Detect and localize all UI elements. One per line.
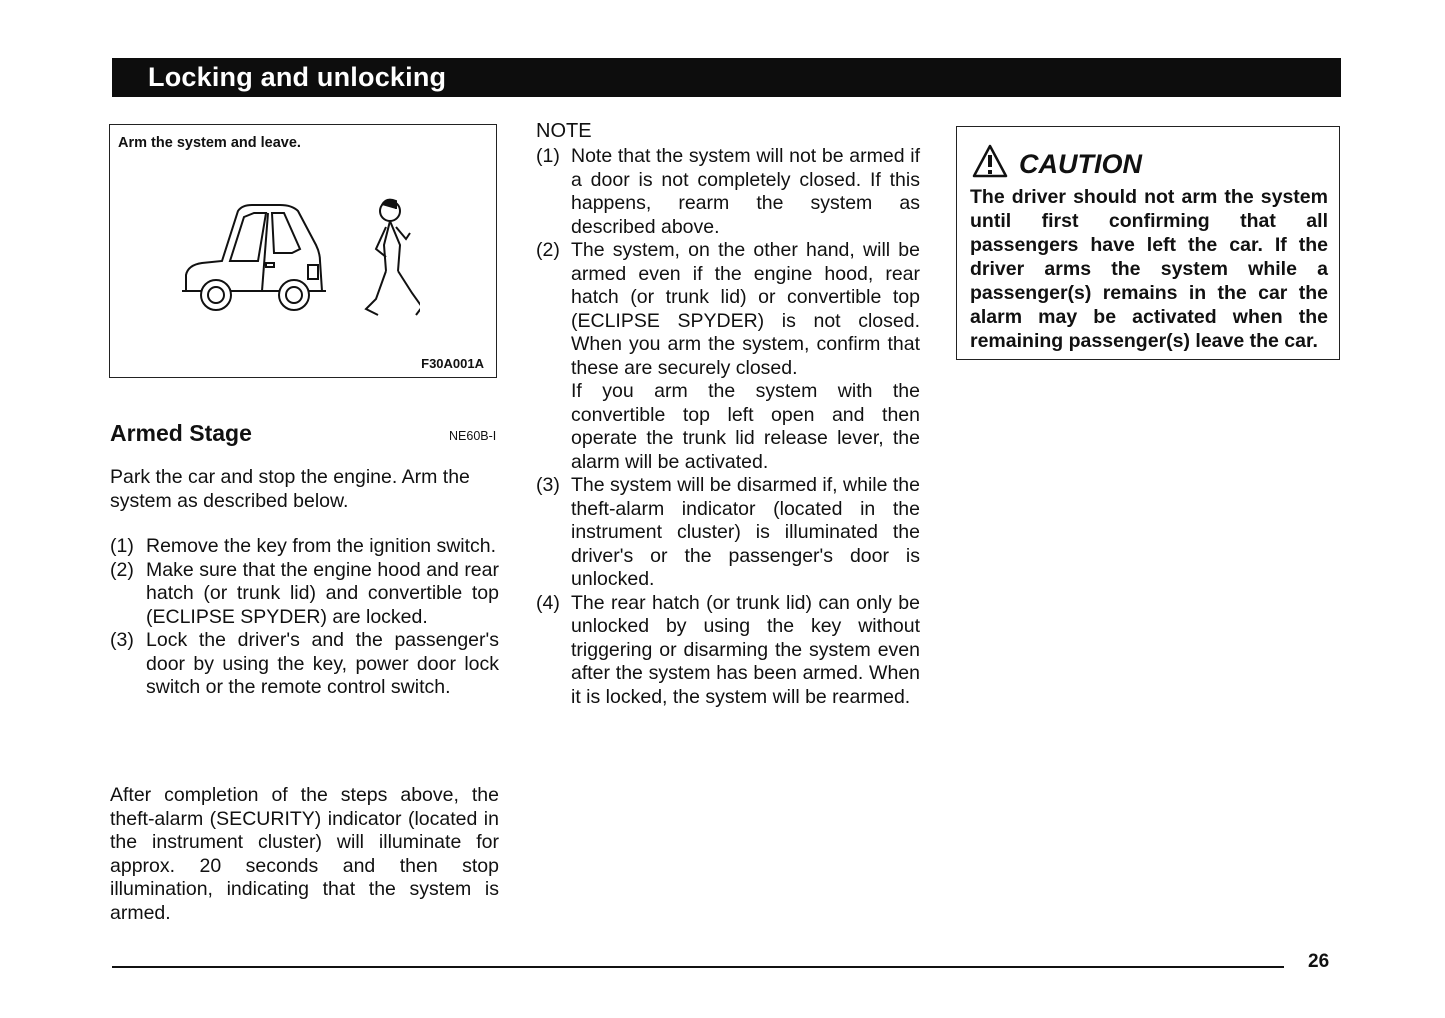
step-text: Lock the driver's and the passenger's door by using the key, power door lock switch or the remote control switch.: [146, 629, 499, 698]
armed-stage-intro: Park the car and stop the engine. Arm the system as described below.: [110, 466, 470, 512]
note-number: (1): [536, 145, 560, 167]
note-text: [571, 239, 920, 474]
list-item: [110, 559, 499, 630]
illustration-box: [109, 124, 497, 378]
list-item: [110, 629, 499, 700]
step-number: (1): [110, 535, 134, 557]
caution-title: CAUTION: [1019, 149, 1142, 179]
list-item: [536, 145, 920, 239]
step-text: Make sure that the engine hood and rear hatch (or trunk lid) and convertible top (ECLIPSE SPYDER) are locked.: [146, 558, 499, 628]
note-number: (3): [536, 474, 560, 496]
caution-box: [956, 126, 1340, 360]
car-drawing: [182, 205, 326, 310]
step-text: Remove the key from the ignition switch.: [146, 535, 497, 557]
list-item: [536, 592, 920, 710]
note-text: The rear hatch (or trunk lid) can only be unlocked by using the key without triggering or disarming the system even after the system has been armed. When it is locked, the system will be rearmed.: [571, 591, 920, 708]
page-number: 26: [1308, 951, 1330, 972]
step-number: (3): [110, 629, 134, 651]
person-drawing: [366, 200, 420, 315]
step-number: (2): [110, 558, 134, 581]
note-text-part: The system, on the other hand, will be armed even if the engine hood, rear hatch (or trunk lid) or convertible top (ECLIPSE SPYDER) is not closed. When you arm the system, confirm that these are securely closed.: [571, 239, 920, 379]
figure-caption: Arm the system and leave.: [118, 135, 301, 151]
section-title: Locking and unlocking: [148, 62, 447, 92]
note-text: The system will be disarmed if, while the theft-alarm indicator (located in the instrument cluster) is illuminated the driver's or the passenger's door is unlocked.: [571, 474, 920, 590]
armed-stage-conclusion: After completion of the steps above, the theft-alarm (SECURITY) indicator (located in the instrument cluster) will illuminate for approx. 20 seconds and then stop illumination, indicating that the system is armed.: [110, 784, 499, 924]
car-and-person-illustration: [180, 191, 420, 341]
note-list: [536, 145, 920, 709]
list-item: [110, 535, 499, 559]
section-header-bar: [112, 58, 1341, 97]
footer-divider: [112, 966, 1284, 968]
warning-triangle-icon: [971, 143, 1009, 179]
caution-text: The driver should not arm the system until first confirming that all passengers have left the car. If the driver arms the system while a passenger(s) remains in the car the alarm may be activated when the remaining passenger(s) leave the car.: [970, 186, 1328, 352]
list-item: [536, 474, 920, 592]
note-number: (4): [536, 591, 560, 614]
note-text: Note that the system will not be armed if a door is not completely closed. If this happens, rearm the system as described above.: [571, 145, 920, 238]
list-item: [536, 239, 920, 474]
armed-stage-heading: Armed Stage: [110, 420, 252, 446]
section-reference-code: NE60B-I: [449, 429, 497, 443]
arming-steps-list: [110, 535, 499, 700]
figure-code: F30A001A: [421, 356, 484, 371]
note-label: NOTE: [536, 120, 592, 142]
note-text-part: If you arm the system with the convertible top left open and then operate the trunk lid release lever, the alarm will be activated.: [571, 380, 920, 473]
note-number: (2): [536, 239, 560, 261]
